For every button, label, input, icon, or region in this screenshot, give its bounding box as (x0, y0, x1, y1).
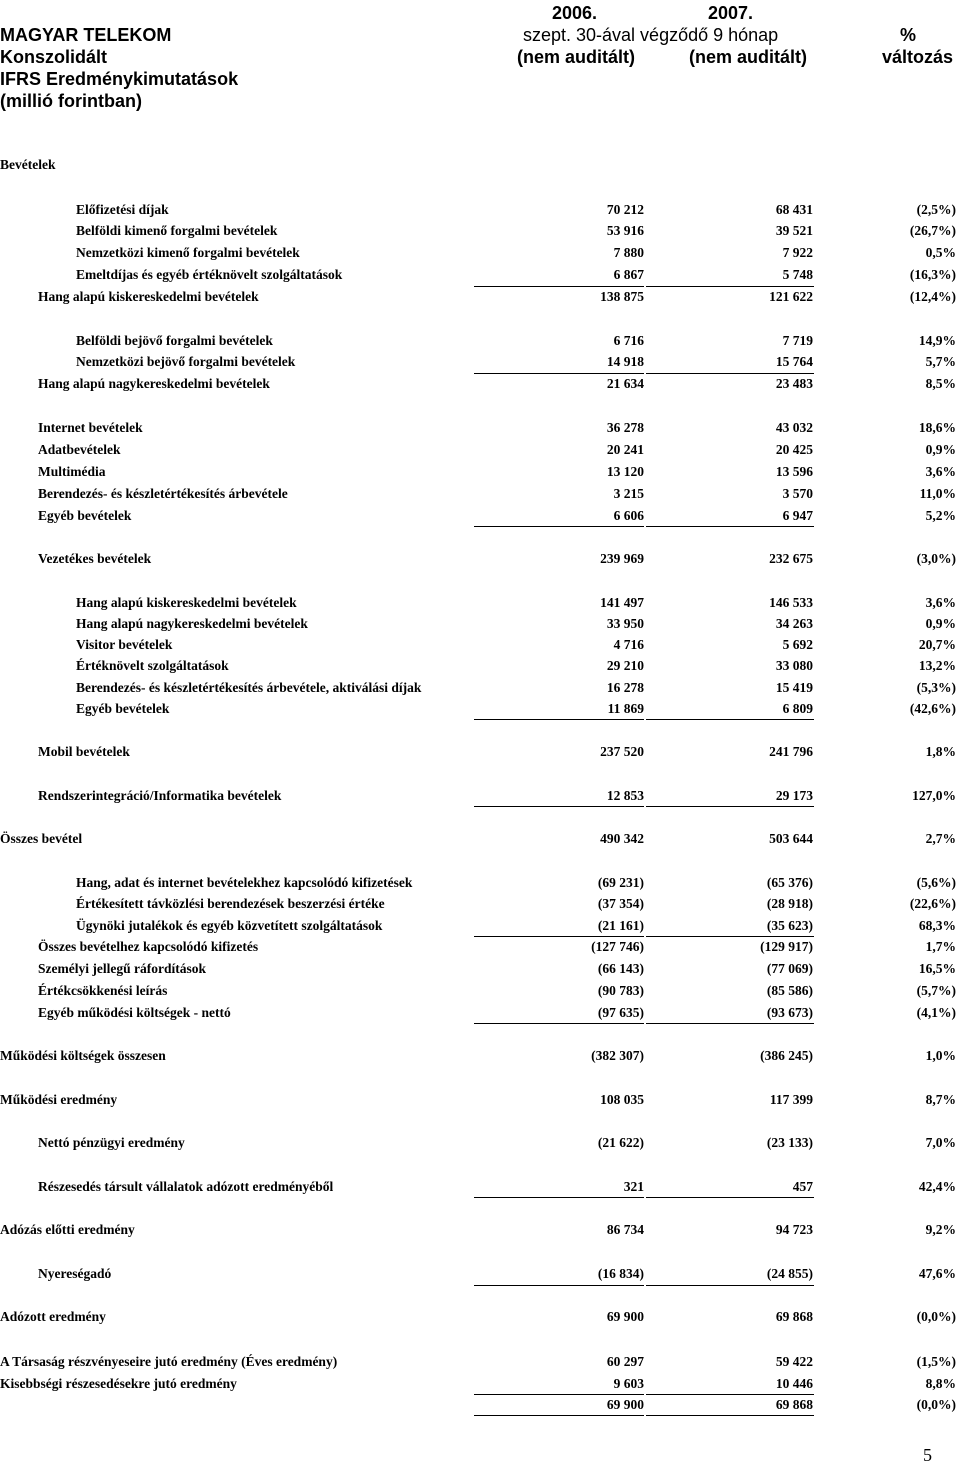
value-change: (5,7%) (916, 983, 956, 998)
row-label: Nemzetközi bejövő forgalmi bevételek (76, 354, 296, 369)
value-2006: 70 212 (606, 202, 644, 217)
table-row (0, 916, 960, 936)
value-2006: (90 783) (597, 983, 644, 998)
value-change: (4,1%) (916, 1005, 956, 1020)
value-2006: 6 867 (613, 267, 644, 282)
value-change: 0,9% (925, 442, 956, 457)
value-2007: 6 947 (782, 508, 813, 523)
value-change: (12,4%) (909, 289, 956, 304)
table-row (0, 287, 960, 307)
value-2007: 10 446 (775, 1376, 813, 1391)
value-change: (5,3%) (916, 680, 956, 695)
audit-label-2007: (nem auditált) (689, 47, 808, 67)
value-2006: 69 900 (606, 1309, 644, 1324)
value-2007: 7 922 (782, 245, 813, 260)
value-change: 68,3% (918, 918, 956, 933)
table-row (0, 829, 960, 849)
report-unit: (millió forintban) (0, 91, 142, 111)
row-label: Rendszerintegráció/Informatika bevételek (38, 788, 282, 803)
row-label: Hang alapú kiskereskedelmi bevételek (38, 289, 259, 304)
value-2007: 241 796 (769, 744, 813, 759)
row-label: Nettó pénzügyi eredmény (38, 1135, 185, 1150)
table-row (0, 1090, 960, 1110)
report-subtitle-consolidated: Konszolidált (0, 47, 107, 67)
value-2007: 33 080 (775, 658, 813, 673)
table-row (0, 440, 960, 460)
value-2006: (69 231) (597, 875, 644, 890)
table-row (0, 1264, 960, 1284)
value-2007: 20 425 (775, 442, 813, 457)
underline (646, 1023, 814, 1024)
underline (474, 719, 644, 720)
value-2007: 503 644 (769, 831, 813, 846)
value-change: 42,4% (918, 1179, 956, 1194)
value-2006: 69 900 (606, 1397, 644, 1412)
value-2007: 23 483 (775, 376, 813, 391)
value-change: 14,9% (918, 333, 956, 348)
percent-header: % (900, 25, 917, 45)
page-number: 5 (923, 1445, 932, 1465)
row-label: Internet bevételek (38, 420, 143, 435)
value-change: (42,6%) (909, 701, 956, 716)
row-label: Multimédia (38, 464, 106, 479)
row-label: Hang alapú nagykereskedelmi bevételek (76, 616, 308, 631)
table-row (0, 937, 960, 957)
value-2007: 146 533 (769, 595, 813, 610)
row-label: Emeltdíjas és egyéb értéknövelt szolgáltatások (76, 267, 343, 282)
year-2006: 2006. (552, 3, 598, 23)
row-label: Egyéb működési költségek - nettó (38, 1005, 231, 1020)
company-name: MAGYAR TELEKOM (0, 25, 172, 45)
table-row (0, 1177, 960, 1197)
value-change: 0,9% (925, 616, 956, 631)
row-label: Hang alapú nagykereskedelmi bevételek (38, 376, 270, 391)
row-label: Adatbevételek (38, 442, 121, 457)
value-2006: 239 969 (600, 551, 644, 566)
value-2007: (129 917) (760, 939, 813, 954)
value-change: 8,8% (925, 1376, 956, 1391)
value-2006: (21 161) (597, 918, 644, 933)
value-2007: (23 133) (766, 1135, 813, 1150)
table-row (0, 418, 960, 438)
value-2006: 9 603 (613, 1376, 644, 1391)
table-row (0, 1003, 960, 1023)
table-row (0, 200, 960, 220)
value-change: 11,0% (919, 486, 956, 501)
value-change: 47,6% (918, 1266, 956, 1281)
row-label: Hang, adat és internet bevételekhez kapcsolódó kifizetések (76, 875, 413, 890)
value-change: 3,6% (925, 595, 956, 610)
value-2006: 3 215 (613, 486, 644, 501)
row-label: Adózott eredmény (0, 1309, 106, 1324)
value-change: (16,3%) (909, 267, 956, 282)
value-change: 3,6% (925, 464, 956, 479)
table-row (0, 742, 960, 762)
row-label: Egyéb bevételek (76, 701, 170, 716)
underline (474, 1023, 644, 1024)
value-change: 7,0% (925, 1135, 956, 1150)
year-2007: 2007. (708, 3, 754, 23)
value-2006: 141 497 (600, 595, 644, 610)
value-change: (5,6%) (916, 875, 956, 890)
row-label: Belföldi bejövő forgalmi bevételek (76, 333, 273, 348)
value-2007: 232 675 (769, 551, 813, 566)
value-change: (0,0%) (916, 1397, 956, 1412)
table-row (0, 873, 960, 893)
double-underline (474, 1415, 644, 1416)
table-row (0, 549, 960, 569)
underline (646, 526, 814, 527)
table-row (0, 894, 960, 914)
value-change: 16,5% (918, 961, 956, 976)
value-2006: 21 634 (606, 376, 644, 391)
value-2006: (66 143) (597, 961, 644, 976)
value-change: 5,2% (925, 508, 956, 523)
table-row (0, 959, 960, 979)
value-change: 1,7% (925, 939, 956, 954)
row-label: Előfizetési díjak (76, 202, 169, 217)
underline (646, 806, 814, 807)
audit-label-2006: (nem auditált) (517, 47, 636, 67)
value-2007: 43 032 (775, 420, 813, 435)
value-change: (26,7%) (909, 223, 956, 238)
value-2007: 121 622 (769, 289, 813, 304)
report-subtitle-ifrs: IFRS Eredménykimutatások (0, 69, 239, 89)
table-row (0, 614, 960, 634)
value-2007: 117 399 (769, 1092, 813, 1107)
row-label: Értékesített távközlési berendezések beszerzési értéke (76, 896, 385, 911)
value-change: (22,6%) (909, 896, 956, 911)
value-2006: 36 278 (606, 420, 644, 435)
row-label: Működési költségek összesen (0, 1048, 166, 1063)
value-2006: 490 342 (600, 831, 644, 846)
table-row (0, 1133, 960, 1153)
row-label: Személyi jellegű ráfordítások (38, 961, 206, 976)
value-2006: 20 241 (606, 442, 644, 457)
row-label: Összes bevételhez kapcsolódó kifizetés (38, 939, 259, 954)
value-2006: 237 520 (600, 744, 644, 759)
underline (474, 1285, 644, 1286)
row-label: Visitor bevételek (76, 637, 173, 652)
underline (474, 1197, 644, 1198)
value-change: 2,7% (925, 831, 956, 846)
underline (646, 719, 814, 720)
row-label: Berendezés- és készletértékesítés árbevétele, aktiválási díjak (76, 680, 422, 695)
value-2006: 321 (623, 1179, 644, 1194)
table-row (0, 265, 960, 285)
value-2007: 69 868 (775, 1309, 813, 1324)
table-row (0, 462, 960, 482)
table-row (0, 981, 960, 1001)
value-2006: (127 746) (591, 939, 644, 954)
underline (646, 1197, 814, 1198)
value-2007: 5 692 (782, 637, 813, 652)
value-2006: 6 606 (613, 508, 644, 523)
row-label: Berendezés- és készletértékesítés árbevétele (38, 486, 288, 501)
row-label: Mobil bevételek (38, 744, 130, 759)
value-2007: 69 868 (775, 1397, 813, 1412)
table-row (0, 678, 960, 698)
row-label: A Társaság részvényeseire jutó eredmény (Éves eredmény) (0, 1354, 338, 1369)
table-row (0, 506, 960, 526)
value-2006: 13 120 (606, 464, 644, 479)
row-label: Vezetékes bevételek (38, 551, 152, 566)
table-row (0, 1307, 960, 1327)
value-2007: 5 748 (782, 267, 813, 282)
row-label: Részesedés társult vállalatok adózott eredményéből (38, 1179, 334, 1194)
value-2006: (16 834) (597, 1266, 644, 1281)
value-2006: 108 035 (600, 1092, 644, 1107)
underline (474, 526, 644, 527)
value-2006: (37 354) (597, 896, 644, 911)
value-2007: 457 (792, 1179, 813, 1194)
value-2006: 14 918 (606, 354, 644, 369)
row-label: Működési eredmény (0, 1092, 118, 1107)
table-row (0, 699, 960, 719)
value-2007: 15 419 (775, 680, 813, 695)
value-2006: 33 950 (606, 616, 644, 631)
value-2007: (77 069) (766, 961, 813, 976)
table-row (0, 221, 960, 241)
value-2006: 4 716 (613, 637, 644, 652)
row-label: Nemzetközi kimenő forgalmi bevételek (76, 245, 300, 260)
value-2007: (65 376) (766, 875, 813, 890)
value-change: 8,5% (925, 376, 956, 391)
value-2007: (93 673) (766, 1005, 813, 1020)
value-change: (2,5%) (916, 202, 956, 217)
section-title-revenues: Bevételek (0, 157, 56, 172)
row-label: Ügynöki jutalékok és egyéb közvetített szolgáltatások (76, 918, 383, 933)
value-change: 20,7% (918, 637, 956, 652)
value-2006: 11 869 (607, 701, 644, 716)
value-2006: 53 916 (606, 223, 644, 238)
row-label: Belföldi kimenő forgalmi bevételek (76, 223, 278, 238)
value-change: 0,5% (925, 245, 956, 260)
table-row (0, 1374, 960, 1394)
period-label: szept. 30-ával végződő 9 hónap (523, 25, 779, 45)
value-2007: (24 855) (766, 1266, 813, 1281)
table-row (0, 1046, 960, 1066)
row-label: Összes bevétel (0, 831, 83, 846)
table-row (0, 243, 960, 263)
value-change: 1,8% (925, 744, 956, 759)
row-label: Kisebbségi részesedésekre jutó eredmény (0, 1376, 237, 1391)
value-2007: 34 263 (775, 616, 813, 631)
table-row (0, 786, 960, 806)
row-label: Értéknövelt szolgáltatások (76, 658, 229, 673)
value-2007: 94 723 (775, 1222, 813, 1237)
value-2007: 15 764 (775, 354, 813, 369)
value-2007: (28 918) (766, 896, 813, 911)
value-change: 1,0% (925, 1048, 956, 1063)
value-2007: 6 809 (782, 701, 813, 716)
value-2006: (97 635) (597, 1005, 644, 1020)
value-change: (3,0%) (916, 551, 956, 566)
value-change: 18,6% (918, 420, 956, 435)
table-row (0, 656, 960, 676)
row-label: Adózás előtti eredmény (0, 1222, 135, 1237)
value-2007: 7 719 (782, 333, 813, 348)
value-2007: 3 570 (782, 486, 813, 501)
table-row (0, 1352, 960, 1372)
value-2007: 29 173 (775, 788, 813, 803)
value-change: 127,0% (912, 788, 956, 803)
value-2006: 60 297 (606, 1354, 644, 1369)
value-2007: (35 623) (766, 918, 813, 933)
value-change: 5,7% (925, 354, 956, 369)
value-2007: 13 596 (775, 464, 813, 479)
value-change: 13,2% (918, 658, 956, 673)
row-label: Nyereségadó (38, 1266, 112, 1281)
table-row (0, 352, 960, 372)
value-2007: (386 245) (760, 1048, 813, 1063)
value-2006: 16 278 (606, 680, 644, 695)
value-2007: 39 521 (775, 223, 813, 238)
value-2006: 86 734 (606, 1222, 644, 1237)
value-2006: 29 210 (606, 658, 644, 673)
value-change: (1,5%) (916, 1354, 956, 1369)
value-change: 9,2% (925, 1222, 956, 1237)
table-row-total (0, 1395, 960, 1415)
value-2006: 138 875 (600, 289, 644, 304)
value-2006: 7 880 (613, 245, 644, 260)
underline (474, 806, 644, 807)
value-change: (0,0%) (916, 1309, 956, 1324)
table-row (0, 374, 960, 394)
row-label: Hang alapú kiskereskedelmi bevételek (76, 595, 297, 610)
value-2006: 6 716 (613, 333, 644, 348)
value-2006: (21 622) (597, 1135, 644, 1150)
value-2007: 68 431 (775, 202, 813, 217)
row-label: Értékcsökkenési leírás (38, 983, 168, 998)
table-row (0, 484, 960, 504)
table-row (0, 1220, 960, 1240)
underline (646, 1285, 814, 1286)
double-underline (646, 1415, 814, 1416)
table-row (0, 331, 960, 351)
table-row (0, 635, 960, 655)
value-2007: (85 586) (766, 983, 813, 998)
value-change: 8,7% (925, 1092, 956, 1107)
value-2006: 12 853 (606, 788, 644, 803)
change-header: változás (882, 47, 954, 67)
row-label: Egyéb bevételek (38, 508, 132, 523)
value-2006: (382 307) (591, 1048, 644, 1063)
table-row (0, 593, 960, 613)
value-2007: 59 422 (775, 1354, 813, 1369)
